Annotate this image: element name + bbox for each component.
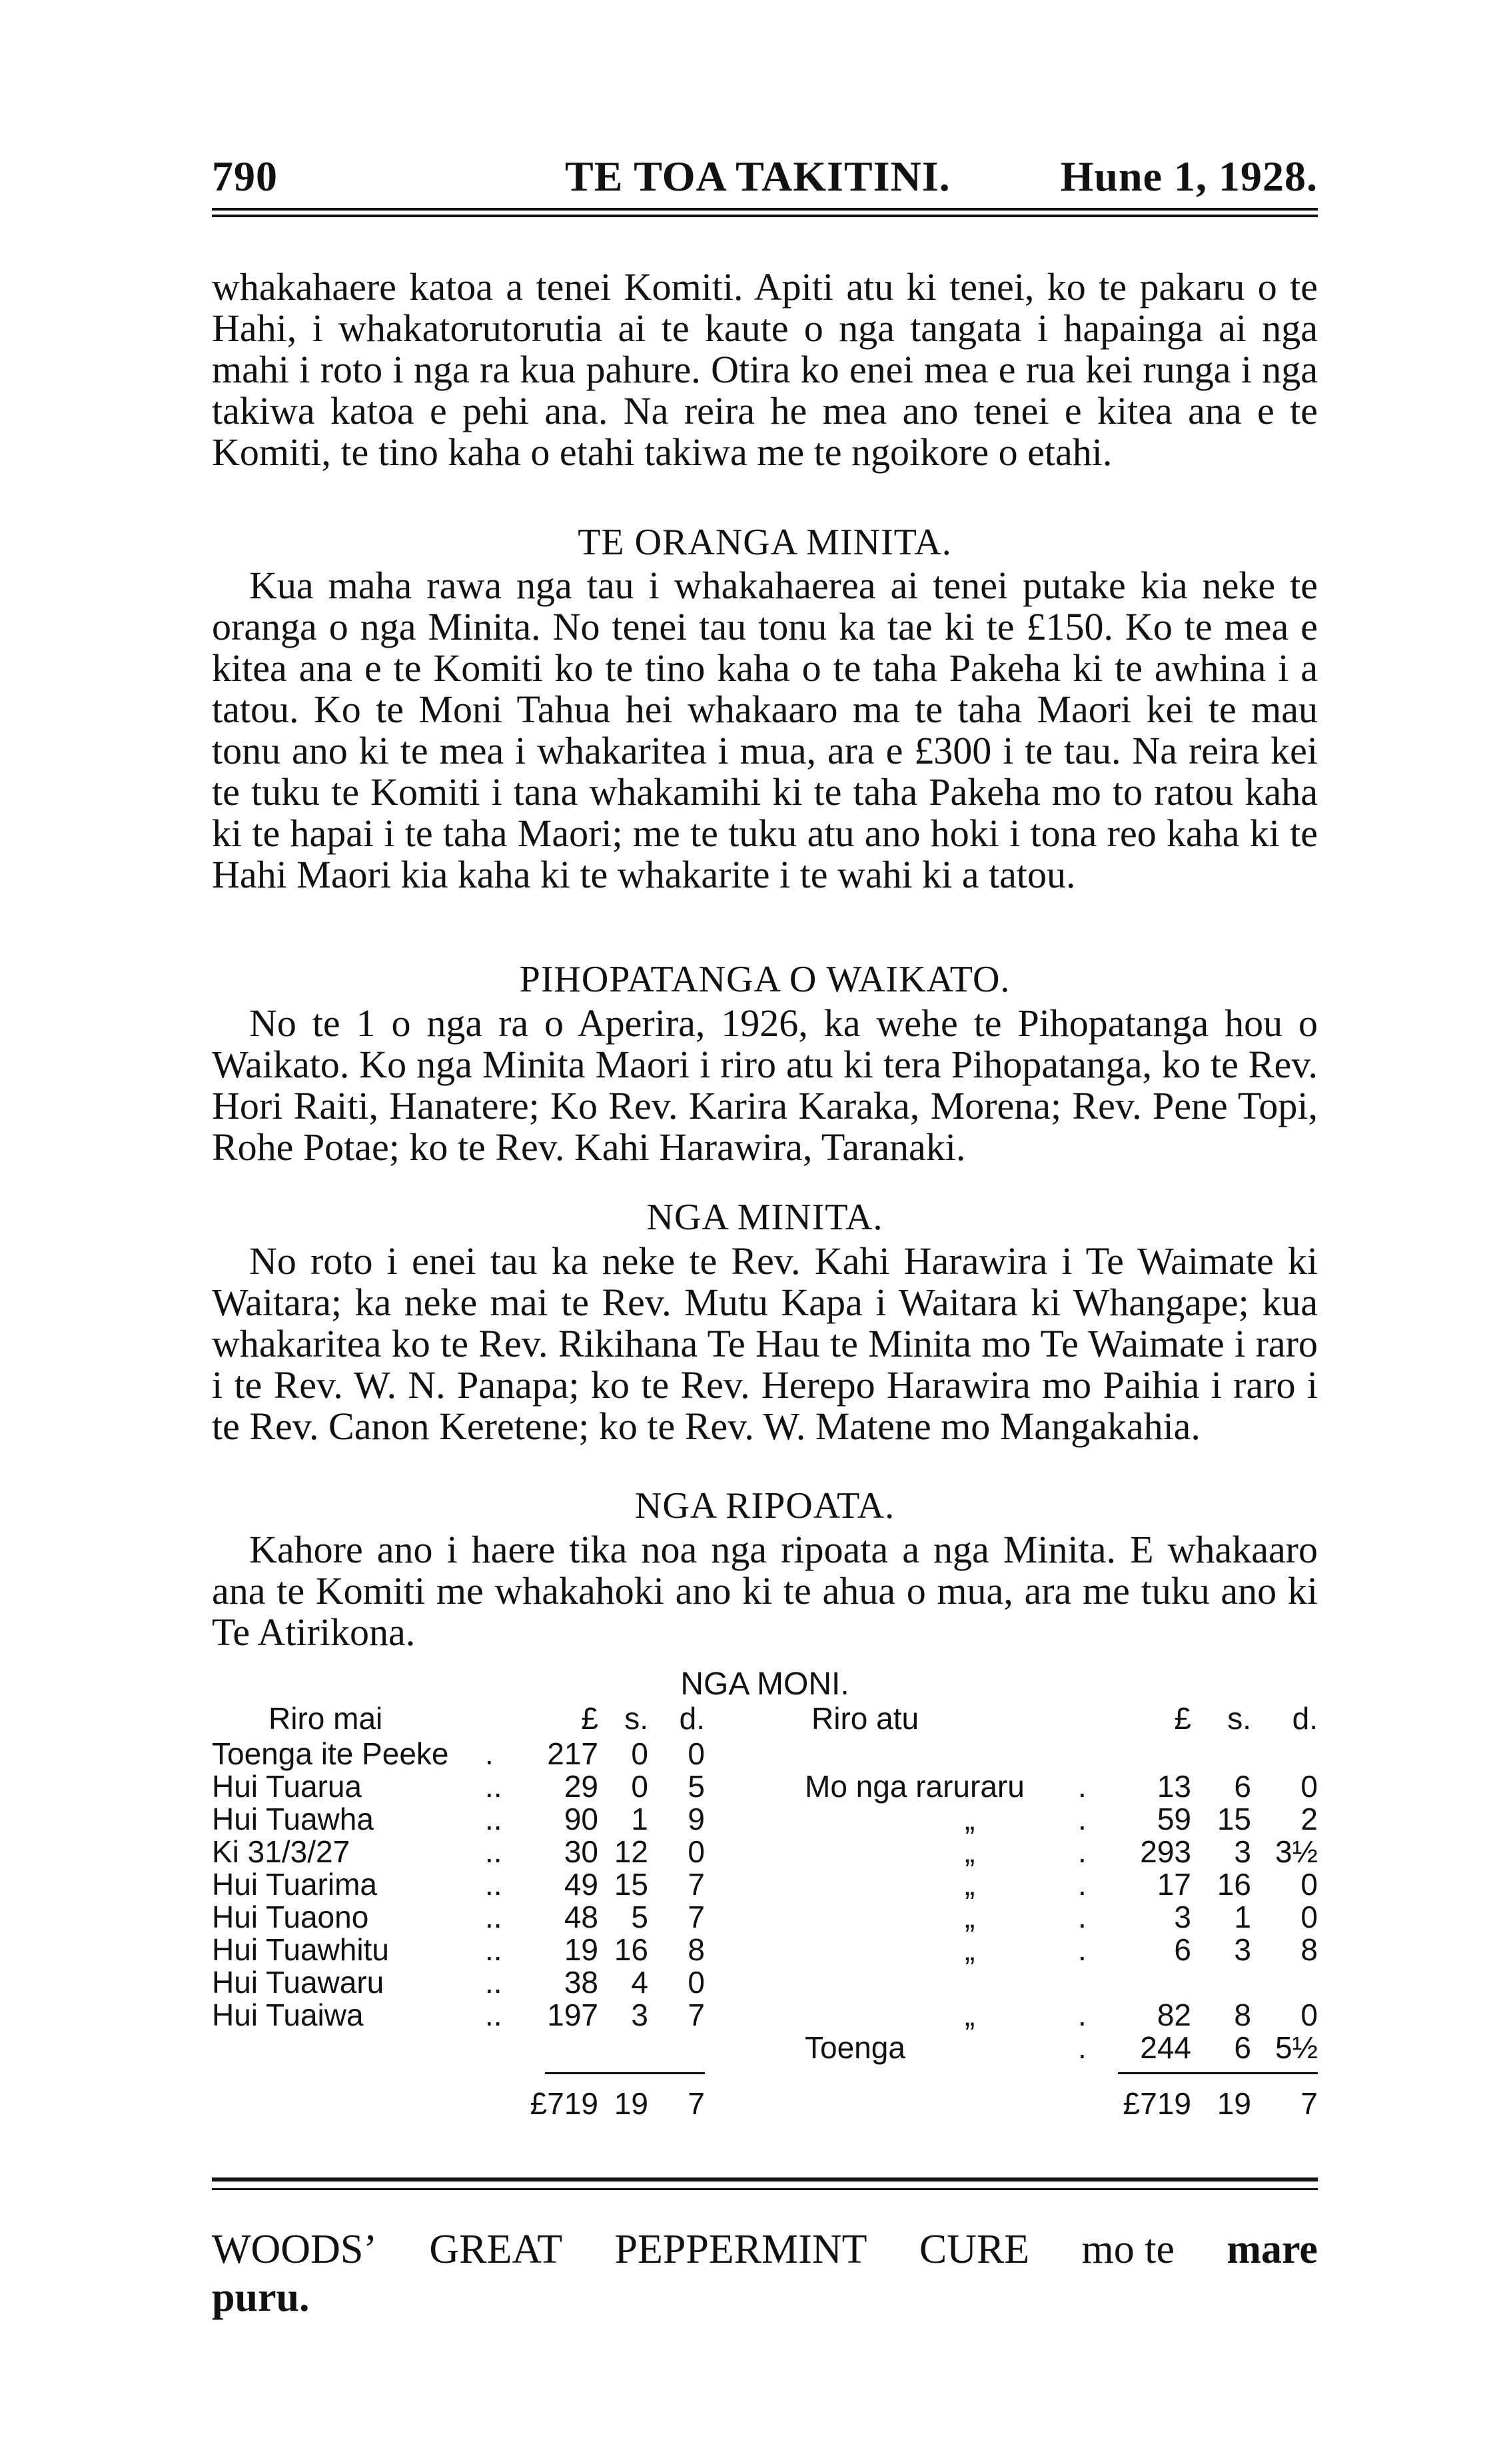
left-row-pounds: 90 [564,1802,598,1836]
accounts-row [212,1932,1318,1966]
left-row-dots: . [485,1736,494,1771]
advert-word-2: GREAT [429,2227,563,2272]
right-row-pence: 0 [1300,1998,1318,2032]
right-row-shillings: 6 [1234,1769,1251,1804]
heading-nga-minita: NGA MINITA. [646,1197,883,1238]
accounts-header-row [212,1700,1318,1735]
heading-pihopatanga: PIHOPATANGA O WAIKATO. [519,959,1011,1000]
paragraph-5-block [212,1529,1318,1653]
right-row-dots: . [1078,2030,1087,2065]
left-header-label: Riro mai [268,1701,383,1736]
right-row-pounds: 6 [1174,1932,1191,1967]
header-rule [212,208,1318,217]
left-row-pence: 7 [688,1998,705,2032]
paragraph-4-block [212,1241,1318,1447]
advert-word-1: WOODS’ [212,2227,377,2272]
right-row-label: Toenga [805,2030,905,2065]
right-row-shillings: 3 [1234,1834,1251,1869]
right-row-pence: 0 [1300,1769,1318,1804]
paragraph-3: No te 1 o nga ra o Aperira, 1926, ka wehe te Pihopatanga hou o Waikato. Ko nga Minita Maori i riro atu ki tera Pihopatanga, ko te Rev. Hori Raiti, Hanatere; Ko Rev. Karira Karaka, Morena; Rev. Pene Topi, Rohe Potae; ko te Rev. Kahi Harawira, Taranaki. [212,1001,1318,1169]
right-row-pounds: 82 [1157,1998,1191,2032]
left-row-pence: 0 [688,1736,705,1771]
right-row-pence: 3½ [1275,1834,1318,1869]
left-row-dots: .. [485,1965,502,2000]
accounts-row [212,1866,1318,1901]
right-row-pence: 5½ [1275,2030,1318,2065]
accounts-row [212,1899,1318,1934]
left-row-label: Hui Tuawhitu [212,1932,389,1967]
accounts-row [212,1997,1318,2032]
accounts-row [212,1834,1318,1868]
left-row-pounds: 30 [564,1834,598,1869]
left-row-pounds: 29 [564,1769,598,1804]
right-total-shillings: 19 [1217,2086,1251,2121]
advert-word-4: CURE [919,2227,1030,2272]
left-row-shillings: 16 [614,1932,648,1967]
issue-date: Hune 1, 1928. [1060,153,1318,200]
heading-oranga-minita: TE ORANGA MINITA. [578,522,952,563]
right-row-shillings: 6 [1234,2030,1251,2065]
left-row-label: Hui Tuaono [212,1900,369,1934]
left-row-pounds: 197 [547,1998,598,2032]
left-row-label: Hui Tuarima [212,1867,377,1902]
left-total-pounds: £719 [530,2086,598,2121]
right-row-pence: 0 [1300,1900,1318,1934]
left-row-shillings: 1 [631,1802,648,1836]
right-row-pence: 0 [1300,1867,1318,1902]
paragraph-1-block [212,267,1318,473]
right-row-pounds: 244 [1140,2030,1191,2065]
right-row-dots: . [1078,1867,1087,1902]
left-row-label: Ki 31/3/27 [212,1834,350,1869]
paragraph-2-block [212,565,1318,896]
accounts-title: NGA MONI. [680,1666,849,1702]
right-row-label: „ [965,1867,975,1902]
paragraph-1: whakahaere katoa a tenei Komiti. Apiti atu ki tenei, ko te pakaru o te Hahi, i whakatorutorutia ai te kaute o nga tangata i hapainga ai nga mahi i roto i nga ra kua pahure. Otira ko enei mea e rua kei runga i nga takiwa katoa e pehi ana. Na reira he mea ano tenei e kitea ana e te Komiti, te tino kaha o etahi takiwa me te ngoikore o etahi. [212,265,1318,474]
left-row-label: Hui Tuawha [212,1802,374,1836]
right-row-pounds: 59 [1157,1802,1191,1836]
left-row-shillings: 4 [631,1965,648,2000]
right-row-shillings: 15 [1217,1802,1251,1836]
right-row-dots: . [1078,1932,1087,1967]
right-row-label: „ [965,1802,975,1836]
right-total-pounds: £719 [1123,2086,1191,2121]
left-row-pence: 9 [688,1802,705,1836]
right-row-shillings: 1 [1234,1900,1251,1934]
left-row-label: Toenga ite Peeke [212,1736,449,1771]
accounts-table [212,1666,1318,2146]
left-row-label: Hui Tuarua [212,1769,362,1804]
left-row-dots: .. [485,1834,502,1869]
left-row-dots: .. [485,1900,502,1934]
right-header-pence: d. [1292,1701,1318,1736]
right-row-dots: . [1078,1769,1087,1804]
right-row-dots: . [1078,1834,1087,1869]
left-row-pence: 7 [688,1900,705,1934]
left-total-rule [545,2072,705,2074]
right-row-label: „ [965,1998,975,2032]
right-row-dots: . [1078,1998,1087,2032]
running-header [212,152,1318,212]
accounts-row [212,1964,1318,1999]
left-row-dots: .. [485,1932,502,1967]
advertisement [212,2225,1318,2321]
right-row-pounds: 293 [1140,1834,1191,1869]
left-row-label: Hui Tuawaru [212,1965,384,2000]
right-total-rule [1118,2072,1318,2074]
right-row-label: „ [965,1900,975,1934]
paragraph-3-block [212,1003,1318,1168]
left-row-shillings: 0 [631,1736,648,1771]
right-row-pence: 8 [1300,1932,1318,1967]
left-row-dots: .. [485,1998,502,2032]
advert-line-1 [212,2225,1318,2273]
left-row-pence: 0 [688,1834,705,1869]
left-row-dots: .. [485,1867,502,1902]
page-number: 790 [212,153,278,200]
left-row-label: Hui Tuaiwa [212,1998,364,2032]
left-row-dots: .. [485,1769,502,1804]
right-row-pence: 2 [1300,1802,1318,1836]
footer-rule-thick [212,2177,1318,2181]
left-row-pounds: 38 [564,1965,598,2000]
right-header-shillings: s. [1227,1701,1251,1736]
advert-word-7: puru. [212,2275,310,2320]
right-row-dots: . [1078,1900,1087,1934]
accounts-row [212,2030,1318,2064]
left-header-pounds: £ [581,1701,598,1736]
left-header-pence: d. [679,1701,705,1736]
paragraph-2: Kua maha rawa nga tau i whakahaerea ai tenei putake kia neke te oranga o nga Minita. No tenei tau tonu ka tae ki te £150. Ko te mea e kitea ana e te Komiti ko te tino kaha o te taha Pakeha ki te awhina i a tatou. Ko te Moni Tahua hei whakaaro ma te taha Maori kei te mau tonu ano ki te mea i whakaritea i mua, ara e £300 i te tau. Na reira kei te tuku te Komiti i tana whakamihi ki te taha Pakeha mo to ratou kaha ki te hapai i te taha Maori; me te tuku atu ano hoki i tona reo kaha ki te Hahi Maori kia kaha ki te whakarite i te wahi ki a tatou. [212,564,1318,896]
right-row-pounds: 3 [1174,1900,1191,1934]
left-row-dots: .. [485,1802,502,1836]
accounts-row [212,1736,1318,1770]
left-header-shillings: s. [624,1701,648,1736]
right-row-label: „ [965,1834,975,1869]
right-row-shillings: 8 [1234,1998,1251,2032]
left-row-pence: 0 [688,1965,705,2000]
left-row-pounds: 217 [547,1736,598,1771]
left-row-shillings: 5 [631,1900,648,1934]
left-row-pounds: 49 [564,1867,598,1902]
right-row-shillings: 16 [1217,1867,1251,1902]
accounts-total-row [212,2086,1318,2120]
footer-rule-thin [212,2188,1318,2190]
accounts-row [212,1801,1318,1836]
paragraph-5: Kahore ano i haere tika noa nga ripoata a nga Minita. E whakaaro ana te Komiti me whakahoki ano ki te ahua o mua, ara me tuku ano ki Te Atirikona. [212,1528,1318,1654]
advert-word-5: mo te [1081,2227,1175,2272]
left-row-pence: 5 [688,1769,705,1804]
accounts-row [212,1768,1318,1803]
left-row-shillings: 15 [614,1867,648,1902]
right-row-pounds: 13 [1157,1769,1191,1804]
advert-line-2 [212,2273,1318,2321]
right-header-pounds: £ [1174,1701,1191,1736]
right-row-label: „ [965,1932,975,1967]
right-header-label: Riro atu [811,1701,919,1736]
right-row-shillings: 3 [1234,1932,1251,1967]
left-row-shillings: 12 [614,1834,648,1869]
left-total-shillings: 19 [614,2086,648,2121]
left-total-pence: 7 [688,2086,705,2121]
right-row-label: Mo nga raruraru [805,1769,1025,1804]
journal-title: TE TOA TAKITINI. [565,153,951,200]
left-row-shillings: 3 [631,1998,648,2032]
advert-word-6: mare [1227,2227,1318,2272]
right-total-pence: 7 [1300,2086,1318,2121]
left-row-shillings: 0 [631,1769,648,1804]
right-row-dots: . [1078,1802,1087,1836]
left-row-pounds: 48 [564,1900,598,1934]
advert-word-3: PEPPERMINT [614,2227,867,2272]
left-row-pence: 7 [688,1867,705,1902]
left-row-pounds: 19 [564,1932,598,1967]
right-row-pounds: 17 [1157,1867,1191,1902]
paragraph-4: No roto i enei tau ka neke te Rev. Kahi Harawira i Te Waimate ki Waitara; ka neke mai te Rev. Mutu Kapa i Waitara ki Whangape; kua whakaritea ko te Rev. Rikihana Te Hau te Minita mo Te Waimate i raro i te Rev. W. N. Panapa; ko te Rev. Herepo Harawira mo Paihia i raro i te Rev. Canon Keretene; ko te Rev. W. Matene mo Mangakahia. [212,1239,1318,1448]
left-row-pence: 8 [688,1932,705,1967]
heading-nga-ripoata: NGA RIPOATA. [634,1485,895,1527]
